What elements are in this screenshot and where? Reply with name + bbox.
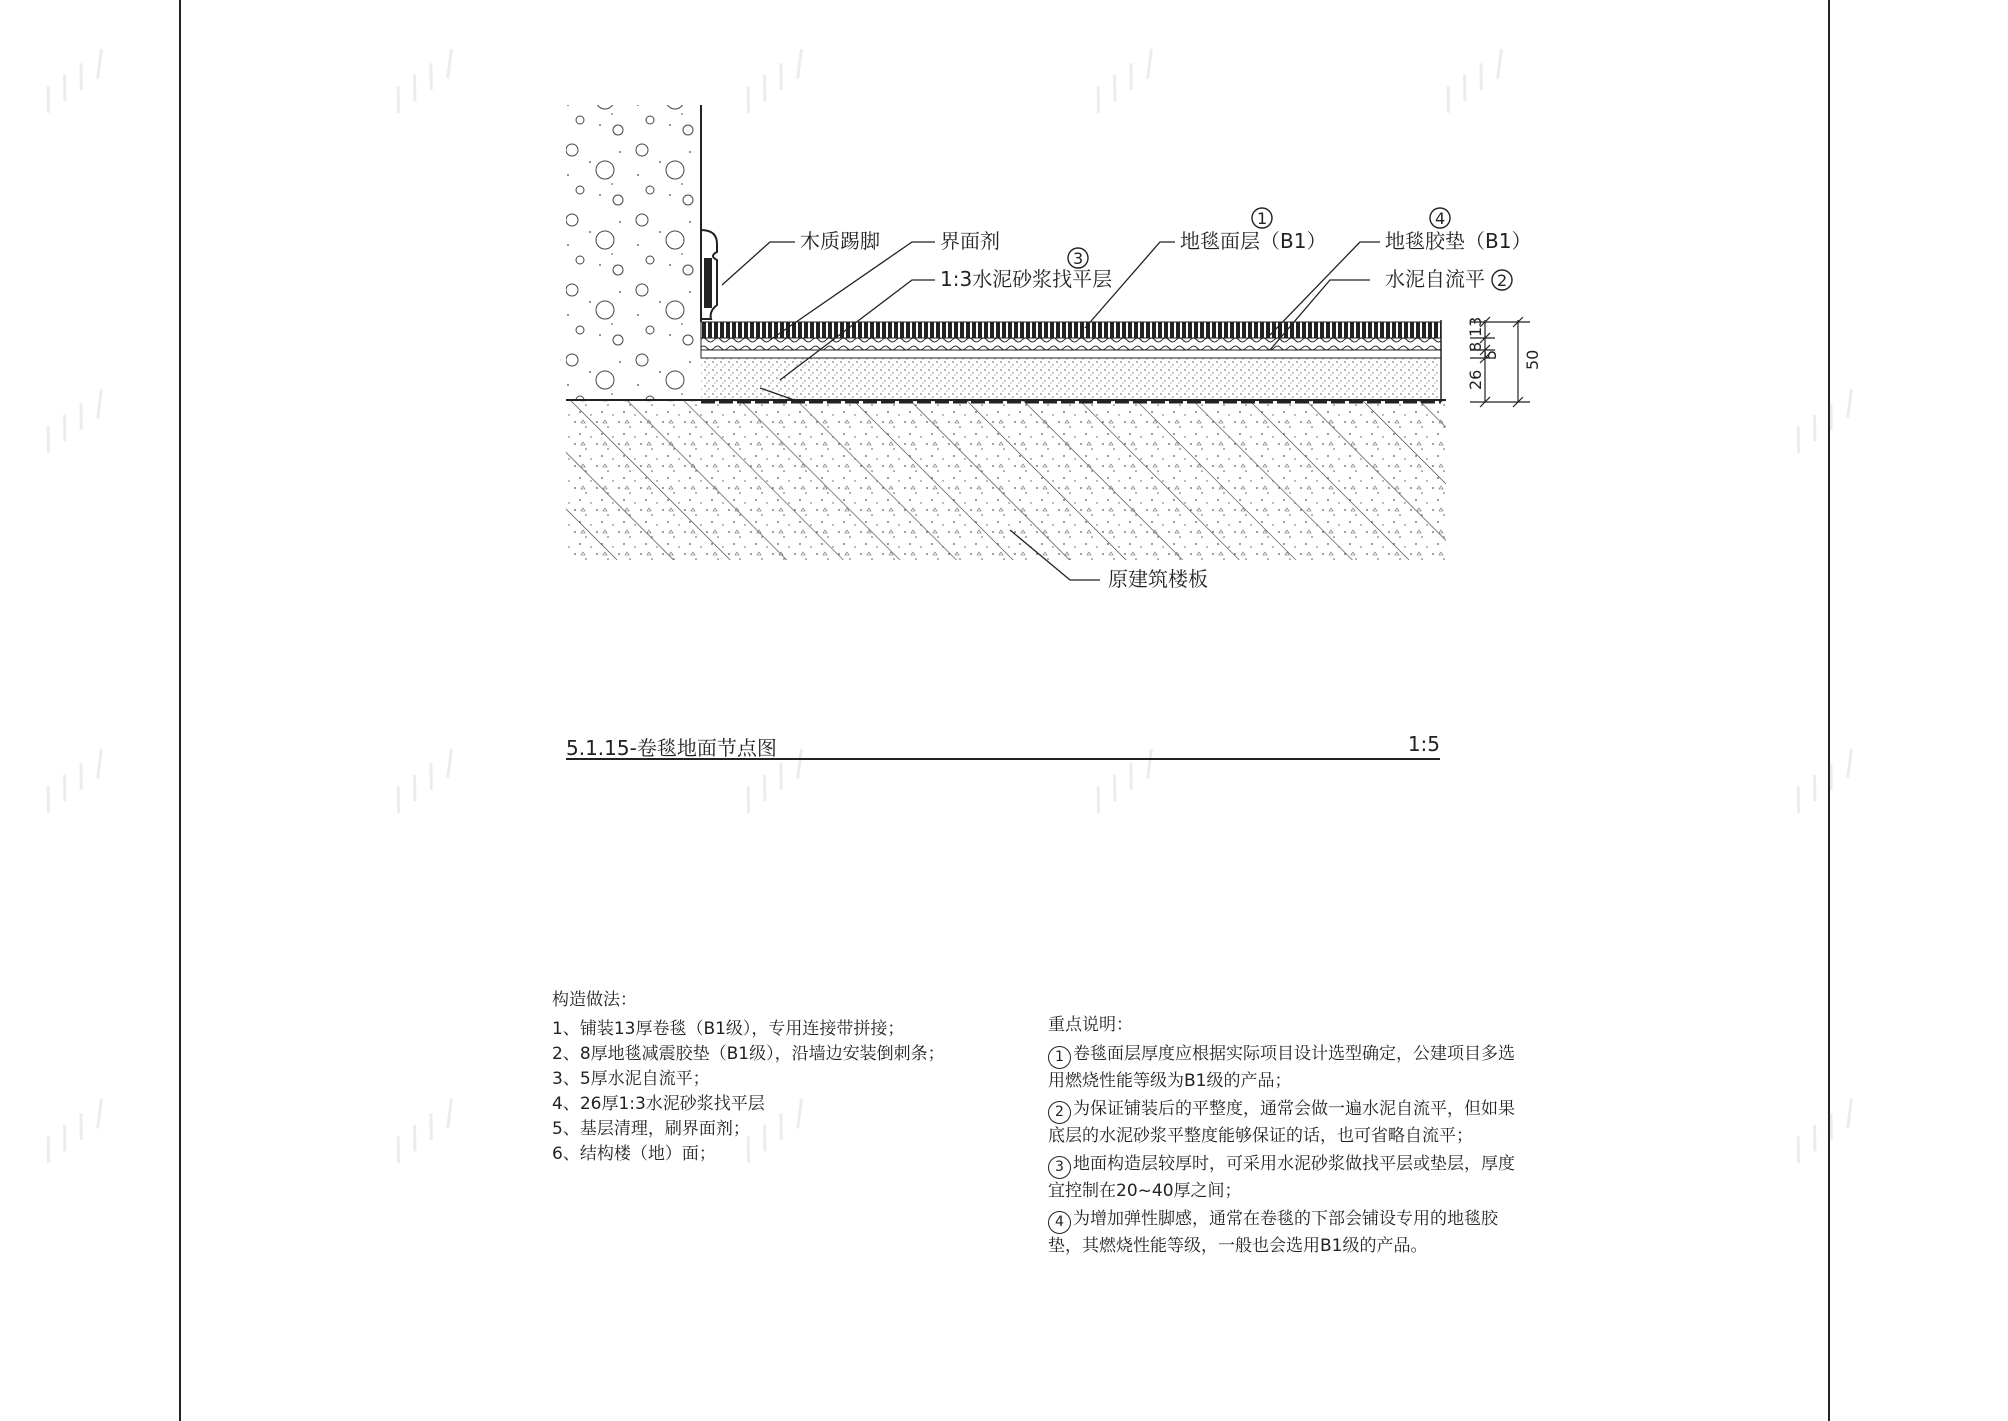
dim-5: 5 [1481, 349, 1500, 360]
label-carpet-surface: 地毯面层（B1） [1180, 229, 1327, 253]
watermark-logo [27, 1086, 129, 1174]
label-mortar-layer: 1:3水泥砂浆找平层 [940, 267, 1113, 291]
drawing-title: 5.1.15-卷毯地面节点图 [566, 736, 777, 760]
key-note-number: 2 [1048, 1101, 1071, 1124]
key-notes [1048, 1013, 1518, 1262]
dim-50: 50 [1523, 349, 1542, 370]
watermark-logo [377, 1086, 479, 1174]
mortar-leveling-layer [701, 358, 1441, 400]
label-interface-agent: 界面剂 [940, 229, 1000, 253]
wall-section [566, 105, 701, 400]
key-note-item [1048, 1097, 1518, 1149]
key-note-number: 4 [1048, 1211, 1071, 1234]
construction-heading: 构造做法： [552, 990, 637, 1010]
key-note-text: 卷毯面层厚度应根据实际项目设计选型确定，公建项目多选用燃烧性能等级为B1级的产品； [1048, 1044, 1515, 1091]
construction-item: 1、铺装13厚卷毯（B1级），专用连接带拼接； [552, 1019, 905, 1039]
marker-3: 3 [1073, 249, 1084, 268]
construction-item: 6、结构楼（地）面； [552, 1144, 716, 1164]
carpet-pad-layer [701, 338, 1441, 350]
construction-item: 5、基层清理，刷界面剂； [552, 1119, 750, 1139]
key-note-item [1048, 1207, 1518, 1259]
key-note-text: 地面构造层较厚时，可采用水泥砂浆做找平层或垫层，厚度宜控制在20~40厚之间； [1048, 1154, 1515, 1201]
dim-8: 8 [1466, 341, 1485, 352]
label-carpet-pad: 地毯胶垫（B1） [1385, 229, 1532, 253]
dim-26: 26 [1466, 369, 1485, 390]
drawing-title-row [566, 732, 1440, 760]
construction-item: 3、5厚水泥自流平； [552, 1069, 710, 1089]
key-note-number: 1 [1048, 1046, 1071, 1069]
key-note-text: 为保证铺装后的平整度，通常会做一遍水泥自流平，但如果底层的水泥砂浆平整度能够保证的话，也可省略自流平； [1048, 1099, 1515, 1146]
key-note-number: 3 [1048, 1156, 1071, 1179]
construction-item: 2、8厚地毯减震胶垫（B1级），沿墙边安装倒刺条； [552, 1044, 945, 1064]
carpet-surface-layer [701, 322, 1441, 338]
label-skirting: 木质踢脚 [800, 229, 880, 253]
key-note-text: 为增加弹性脚感，通常在卷毯的下部会铺设专用的地毯胶垫，其燃烧性能等级，一般也会选用B1级的产品。 [1048, 1209, 1498, 1256]
construction-notes [552, 988, 945, 1167]
key-note-item [1048, 1152, 1518, 1204]
drawing-scale: 1:5 [1407, 732, 1440, 756]
marker-4: 4 [1435, 209, 1446, 228]
label-self-leveling: 水泥自流平 [1385, 267, 1485, 291]
self-leveling-layer [701, 350, 1441, 358]
key-notes-heading: 重点说明： [1048, 1015, 1133, 1035]
dim-13: 13 [1466, 316, 1485, 337]
marker-1: 1 [1257, 209, 1268, 228]
construction-item: 4、26厚1:3水泥砂浆找平层 [552, 1094, 765, 1114]
label-slab: 原建筑楼板 [1108, 567, 1208, 591]
key-note-item [1048, 1042, 1518, 1094]
marker-2: 2 [1497, 271, 1508, 290]
